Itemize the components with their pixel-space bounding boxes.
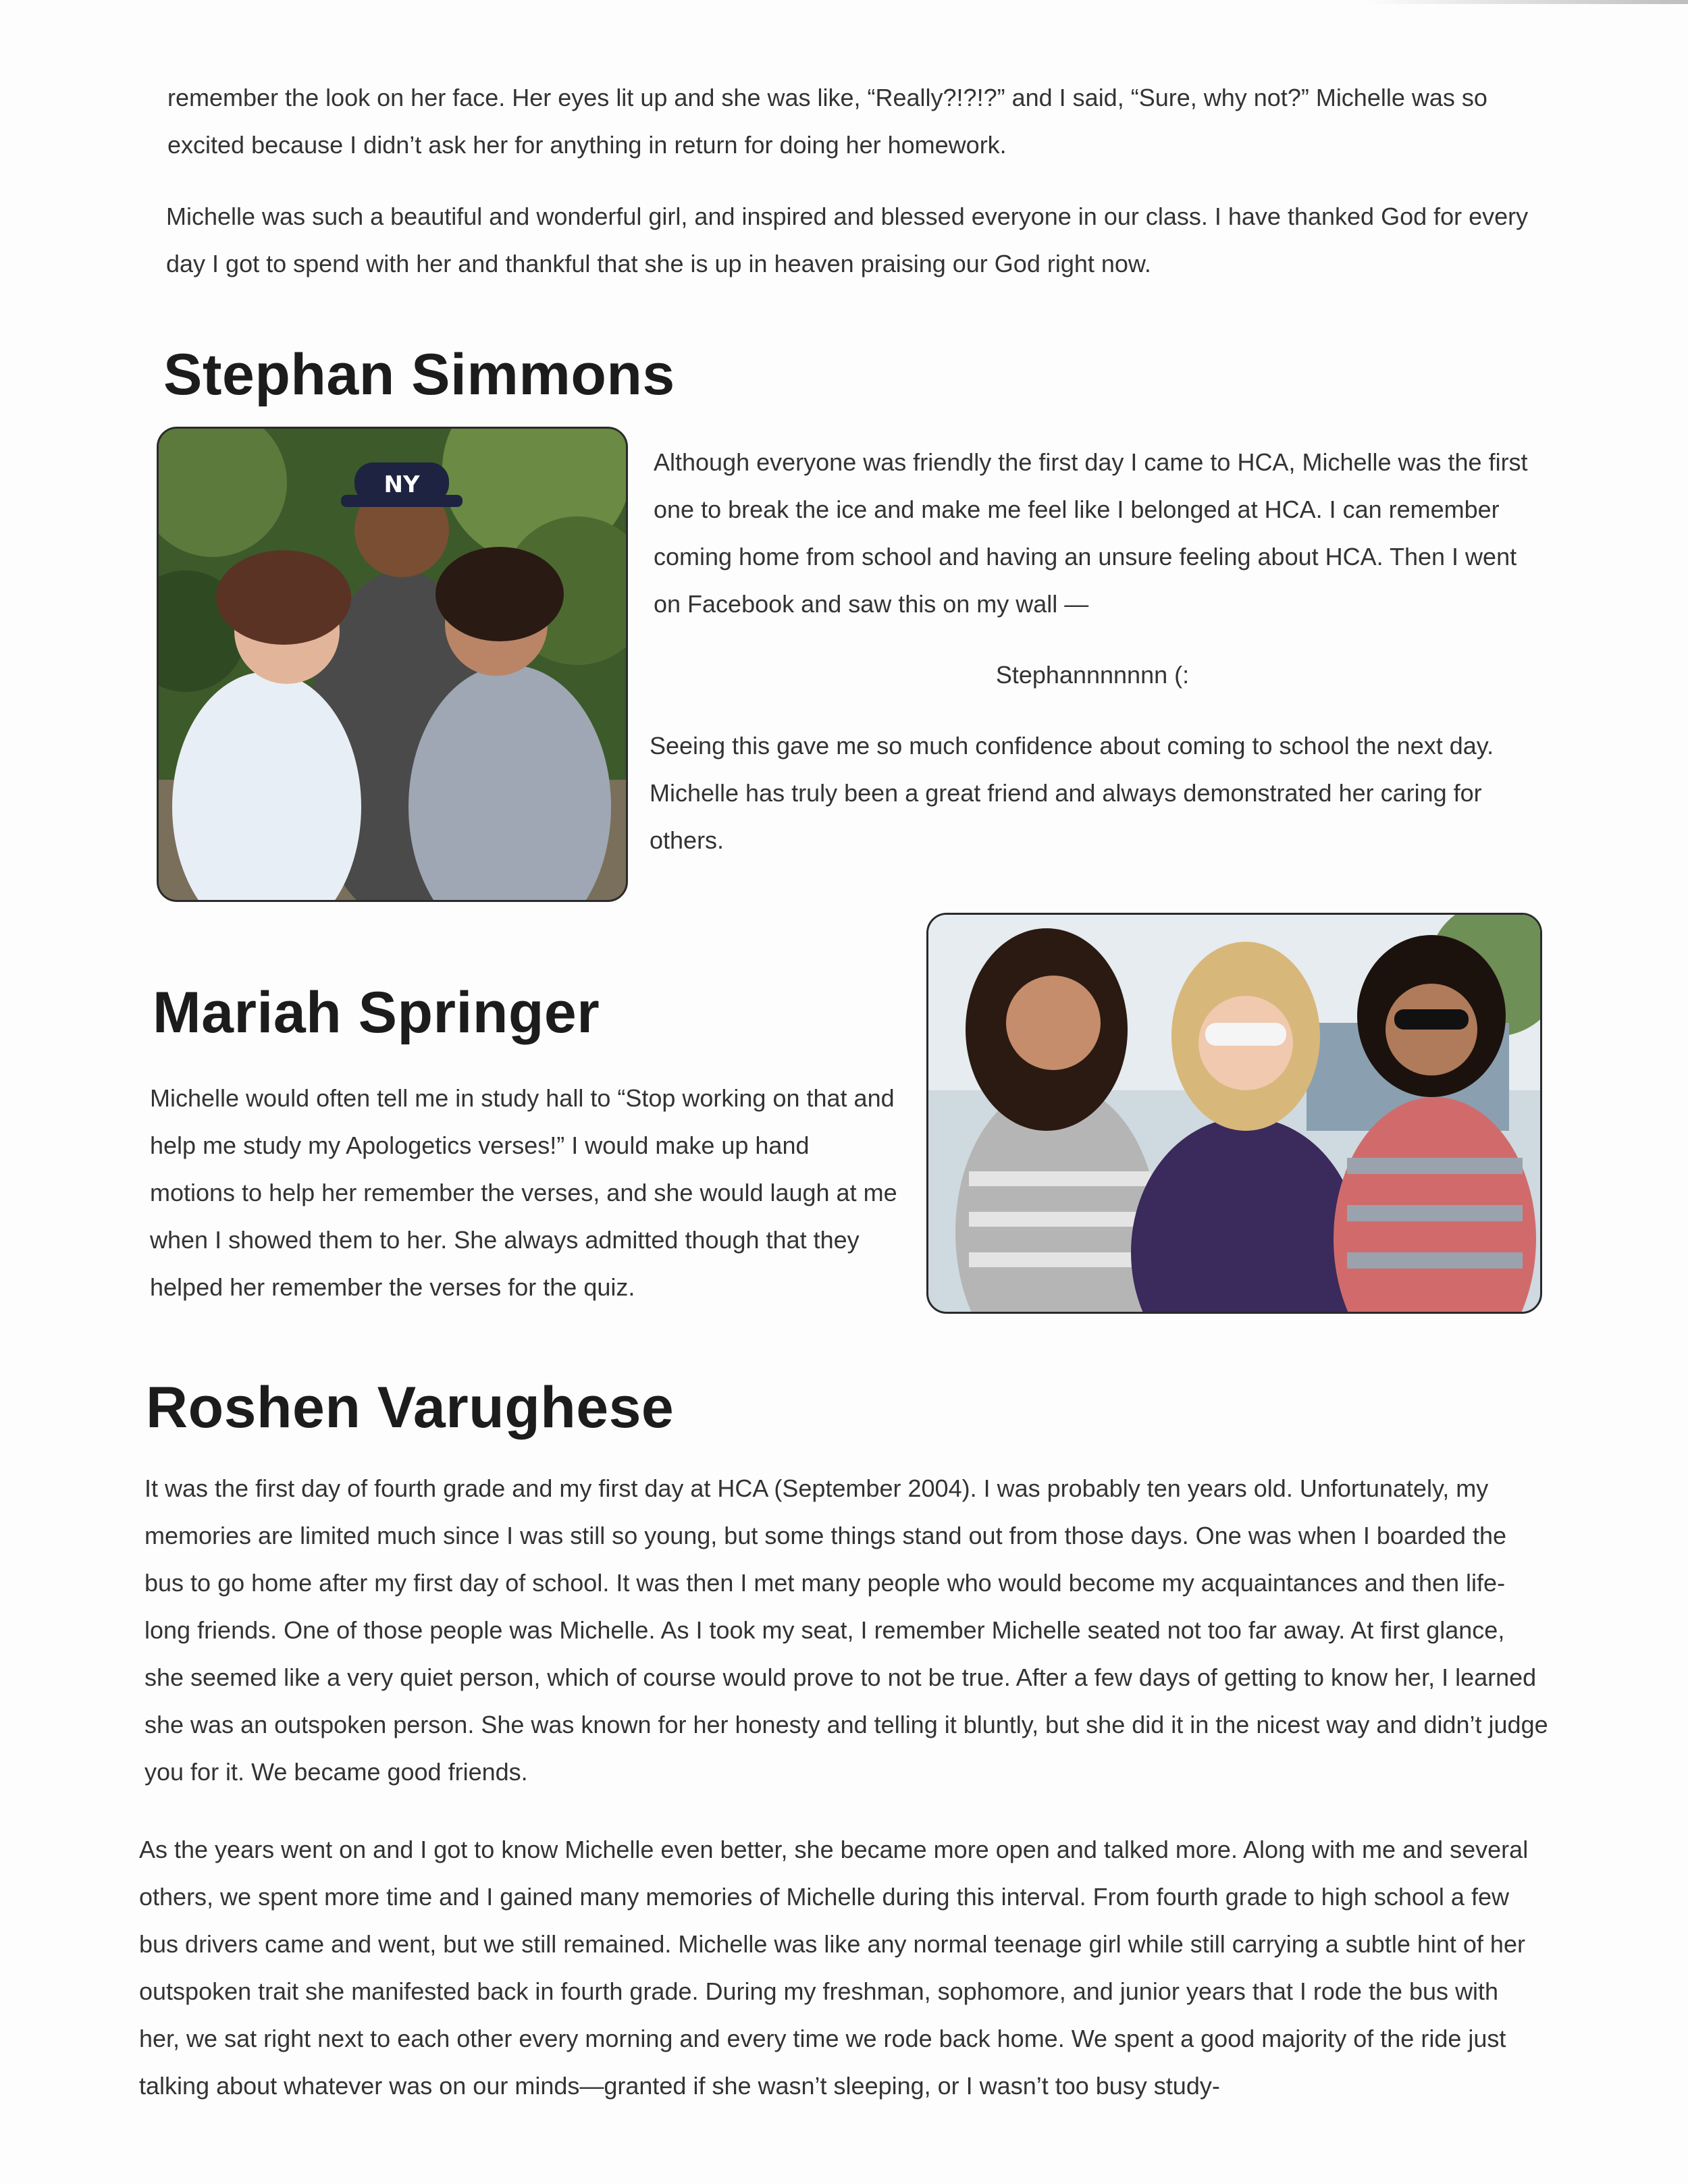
stephan-wall-post: Stephannnnnnn (: (995, 661, 1190, 689)
mariah-photo (926, 913, 1542, 1314)
stephan-photo (157, 427, 628, 902)
roshen-paragraph-2: As the years went on and I got to know Michelle even better, she became more open and talked more. Along with me and several others, we spent more time and I gained many memories of Michelle during this interval. From fourth grade to high school a few bus drivers came and went, but we still remained. Michelle was like any normal teenage girl while still carrying a subtle hint of her outspoken trait she manifested back in fourth grade. During my freshman, sophomore, and junior years that I rode the bus with her, we sat right next to each other every morning and every time we rode back home. We spent a good majority of the ride just talking about whatever was on our minds—granted if she wasn’t sleeping, or I wasn’t too busy study- (139, 1836, 1529, 2100)
mariah-photo-image (928, 915, 1540, 1312)
intro-paragraph-2: Michelle was such a beautiful and wonderful girl, and inspired and blessed everyone in our class. I have thanked God for every day I got to spend with her and thankful that she is up in heaven praising our God right now. (166, 203, 1529, 277)
stephan-photo-image (159, 429, 626, 900)
cap-logo-text: NY (384, 471, 420, 498)
roshen-paragraph-1: It was the first day of fourth grade and my first day at HCA (September 2004). I was probably ten years old. Unfortunately, my memories are limited much since I was still so young, but some things stand out from those days. One was when I boarded the bus to go home after my first day of school. It was then I met many people who would become my acquaintances and then life-long friends. One of those people was Michelle. As I took my seat, I remember Michelle seated not too far away. At first glance, she seemed like a very quiet person, which of course would prove to not be true. After a few days of getting to know her, I learned she was an outspoken person. She was known for her honesty and telling it bluntly, but she did it in the nicest way and didn’t judge you for it. We became good friends. (144, 1474, 1548, 1786)
scan-edge-shadow (1364, 0, 1688, 4)
intro-paragraph-1: remember the look on her face. Her eyes lit up and she was like, “Really?!?!?” and I said, “Sure, why not?” Michelle was so excited because I didn’t ask her for anything in return for doing her homework. (167, 84, 1487, 159)
mariah-paragraph-1: Michelle would often tell me in study hall to “Stop working on that and help me study my Apologetics verses!” I would make up hand motions to help her remember the verses, and she would laugh at me when I showed them to her. She always admitted though that they helped her remember the verses for the quiz. (150, 1084, 897, 1301)
mariah-heading: Mariah Springer (153, 980, 600, 1045)
stephan-heading: Stephan Simmons (163, 342, 675, 407)
roshen-heading: Roshen Varughese (146, 1375, 675, 1440)
stephan-paragraph-1: Although everyone was friendly the first day I came to HCA, Michelle was the first one to break the ice and make me feel like I belonged at HCA. I can remember coming home from school and having an unsure feeling about HCA. Then I went on Facebook and saw this on my wall — (654, 448, 1528, 618)
stephan-paragraph-2: Seeing this gave me so much confidence about coming to school the next day. Michelle has truly been a great friend and always demonstrated her caring for others. (650, 732, 1494, 854)
